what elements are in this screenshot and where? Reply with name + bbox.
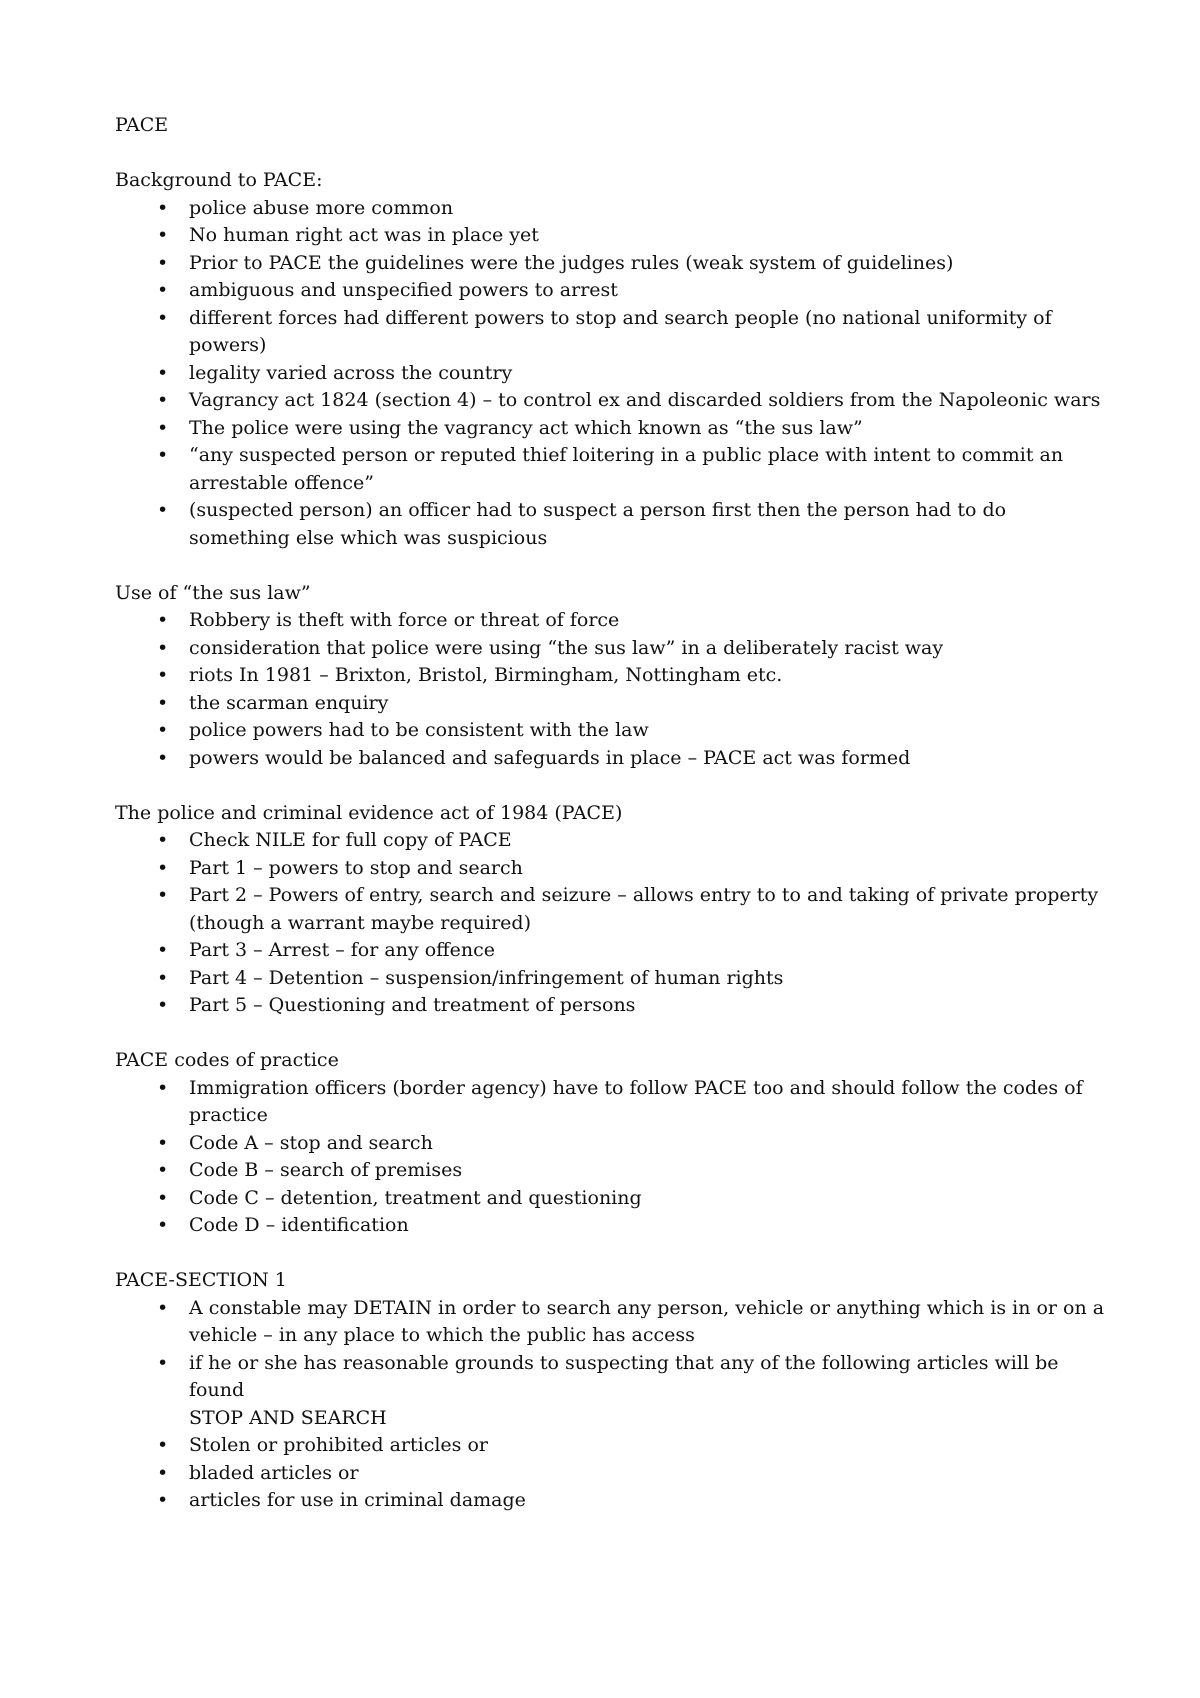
list-item: • Code C – detention, treatment and questioning	[115, 1185, 1105, 1213]
list-item: • Part 4 – Detention – suspension/infringement of human rights	[115, 965, 1105, 993]
list-item: • the scarman enquiry	[115, 690, 1105, 718]
bullet-icon: •	[157, 416, 169, 439]
bullet-icon: •	[157, 196, 169, 219]
section-heading: Use of “the sus law”	[115, 581, 311, 604]
bullet-icon: •	[157, 1214, 169, 1236]
document-page	[115, 112, 1105, 1542]
section-heading: PACE codes of practice	[115, 1049, 339, 1071]
list-item: • A constable may DETAIN in order to search any person, vehicle or anything which is in or on a vehicle – in any place to which the public has access	[157, 1296, 1105, 1346]
section-codes-of-practice	[115, 1047, 1105, 1240]
list-item: • “any suspected person or reputed thief loitering in a public place with intent to commit an arrestable offence”	[157, 444, 1064, 494]
bullet-icon: •	[157, 251, 169, 274]
list-item: • Prior to PACE the guidelines were the judges rules (weak system of guidelines)	[115, 250, 1105, 278]
bullet-list	[115, 827, 1105, 1020]
bullet-list	[115, 1075, 1105, 1240]
bullet-icon: •	[157, 691, 169, 714]
bullet-icon: •	[157, 1131, 169, 1154]
bullet-icon: •	[157, 306, 169, 329]
list-item: • riots In 1981 – Brixton, Bristol, Birmingham, Nottingham etc.	[115, 662, 1105, 690]
bullet-list	[115, 1295, 1105, 1405]
bullet-icon: •	[157, 361, 169, 384]
list-item: • powers would be balanced and safeguards in place – PACE act was formed	[115, 745, 1105, 773]
bullet-icon: •	[157, 1186, 169, 1209]
section-heading: PACE-SECTION 1	[115, 1269, 287, 1291]
bullet-icon: •	[157, 499, 169, 521]
list-item: • police abuse more common	[115, 195, 1105, 223]
list-item: • Code D – identification	[115, 1212, 1105, 1240]
bullet-icon: •	[157, 444, 169, 466]
bullet-list	[115, 195, 1105, 553]
section-background	[115, 167, 1105, 552]
bullet-icon: •	[157, 1296, 169, 1319]
bullet-icon: •	[157, 1351, 169, 1374]
bullet-icon: •	[157, 389, 169, 411]
list-item: • if he or she has reasonable grounds to suspecting that any of the following articles will be found	[157, 1351, 1059, 1401]
bullet-icon: •	[157, 966, 169, 989]
list-item: • articles for use in criminal damage	[115, 1487, 1105, 1515]
bullet-icon: •	[157, 994, 169, 1016]
list-item: • police powers had to be consistent with the law	[115, 717, 1105, 745]
bullet-icon: •	[157, 1461, 169, 1484]
bullet-icon: •	[157, 856, 169, 879]
list-item: • (suspected person) an officer had to suspect a person first then the person had to do something else which was suspicious	[157, 499, 1007, 549]
list-item: • Check NILE for full copy of PACE	[115, 827, 1105, 855]
bullet-icon: •	[157, 609, 169, 631]
bullet-icon: •	[157, 719, 169, 741]
list-item: • bladed articles or	[115, 1460, 1105, 1488]
list-item: • Code A – stop and search	[115, 1130, 1105, 1158]
bullet-icon: •	[157, 279, 169, 301]
section-heading: Background to PACE:	[115, 169, 323, 191]
bullet-icon: •	[157, 1434, 169, 1456]
list-item: • No human right act was in place yet	[115, 222, 1105, 250]
section-pace-section-1	[115, 1267, 1105, 1515]
list-item: • Part 2 – Powers of entry, search and seizure – allows entry to to and taking of private property (though a warrant maybe required)	[157, 884, 1099, 934]
list-item: • ambiguous and unspecified powers to arrest	[115, 277, 1105, 305]
list-item: • Part 3 – Arrest – for any offence	[115, 937, 1105, 965]
bullet-icon: •	[157, 1489, 169, 1511]
list-item: • legality varied across the country	[115, 360, 1105, 388]
bullet-icon: •	[157, 939, 169, 961]
section-use-of-sus-law	[115, 580, 1105, 773]
document-title: PACE	[115, 114, 169, 136]
list-item: • Part 1 – powers to stop and search	[115, 855, 1105, 883]
list-item: • Stolen or prohibited articles or	[115, 1432, 1105, 1460]
bullet-icon: •	[157, 1076, 169, 1099]
list-item: • Part 5 – Questioning and treatment of persons	[115, 992, 1105, 1020]
bullet-icon: •	[157, 664, 169, 686]
section-heading: The police and criminal evidence act of 1984 (PACE)	[115, 801, 623, 824]
subheading-stop-and-search: STOP AND SEARCH	[189, 1406, 387, 1429]
list-item: • The police were using the vagrancy act which known as “the sus law”	[115, 415, 1105, 443]
list-item: • Code B – search of premises	[115, 1157, 1105, 1185]
list-item: • consideration that police were using “the sus law” in a deliberately racist way	[115, 635, 1105, 663]
bullet-icon: •	[157, 224, 169, 246]
list-item: • different forces had different powers to stop and search people (no national uniformity of powers)	[157, 306, 1052, 356]
list-item: • Vagrancy act 1824 (section 4) – to control ex and discarded soldiers from the Napoleonic wars	[115, 387, 1105, 415]
bullet-icon: •	[157, 1159, 169, 1181]
bullet-icon: •	[157, 746, 169, 769]
bullet-icon: •	[157, 636, 169, 659]
bullet-icon: •	[157, 829, 169, 851]
section-pace-act-1984	[115, 800, 1105, 1020]
list-item: • Immigration officers (border agency) have to follow PACE too and should follow the codes of practice	[157, 1076, 1083, 1126]
bullet-icon: •	[157, 884, 169, 906]
bullet-list	[115, 1432, 1105, 1515]
list-item: • Robbery is theft with force or threat of force	[115, 607, 1105, 635]
bullet-list	[115, 607, 1105, 772]
